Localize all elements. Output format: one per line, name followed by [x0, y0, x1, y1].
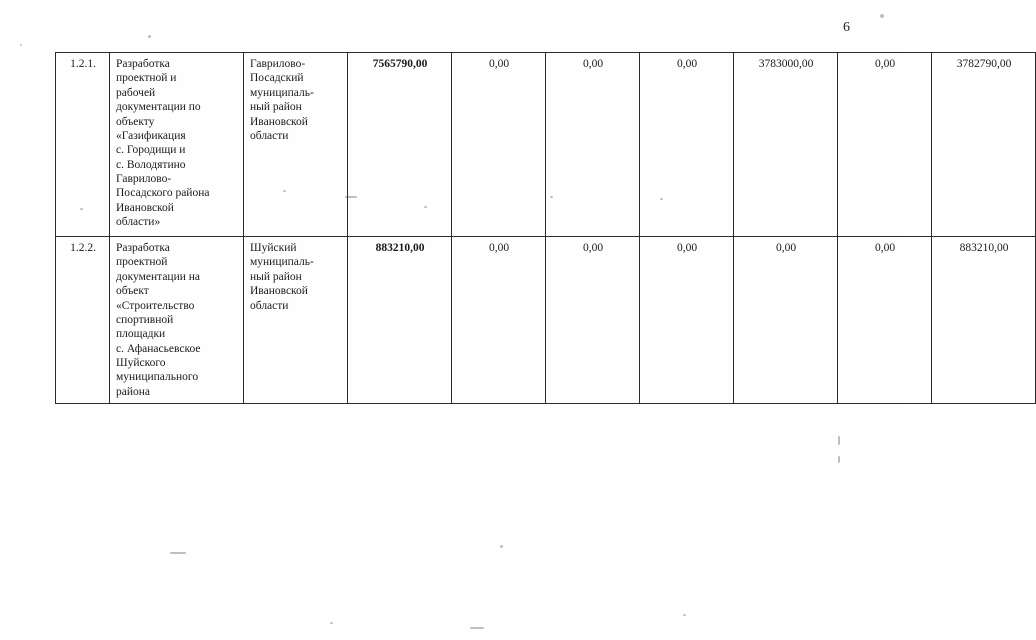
name-line: области»	[116, 216, 161, 229]
cell-item-number: 1.2.2.	[56, 237, 110, 404]
cell-amount-5: 0,00	[838, 53, 932, 237]
region-line: ный район	[250, 270, 302, 283]
region-line: ный район	[250, 101, 302, 114]
cell-amount-2: 0,00	[546, 237, 640, 404]
budget-table	[55, 52, 1036, 404]
scan-speck	[500, 545, 503, 548]
cell-amount-4: 0,00	[734, 237, 838, 404]
cell-amount-6: 3782790,00	[932, 53, 1036, 237]
name-line: спортивной	[116, 313, 174, 326]
region-line: муниципаль-	[250, 256, 314, 269]
table-row	[56, 53, 1036, 237]
scan-speck	[148, 35, 151, 38]
name-line: Шуйского	[116, 357, 166, 369]
name-line: Разработка	[116, 242, 170, 254]
cell-municipality	[244, 53, 348, 237]
name-line: объект	[116, 285, 149, 298]
cell-amount-1: 0,00	[452, 237, 546, 404]
region-line: Ивановской	[250, 115, 308, 128]
name-line: с. Афанасьевское	[116, 342, 201, 355]
region-line: Ивановской	[250, 285, 308, 298]
name-line: с. Городищи и	[116, 144, 186, 157]
cell-item-name	[110, 53, 244, 237]
cell-amount-5: 0,00	[838, 237, 932, 404]
name-line: проектной	[116, 256, 168, 269]
name-line: документации по	[116, 101, 201, 114]
name-line: Посадского района	[116, 187, 210, 200]
name-line: «Газификация	[116, 129, 186, 142]
scan-speck	[330, 622, 333, 624]
scan-speck	[838, 456, 840, 463]
name-line: документации на	[116, 270, 201, 283]
name-line: площадки	[116, 328, 166, 341]
cell-amount-4: 3783000,00	[734, 53, 838, 237]
page-number: 6	[843, 20, 850, 35]
cell-municipality	[244, 237, 348, 404]
name-line: объекту	[116, 115, 155, 128]
region-line: области	[250, 129, 289, 142]
scan-speck	[683, 614, 686, 616]
cell-total-amount: 883210,00	[348, 237, 452, 404]
name-line: муниципального	[116, 371, 199, 384]
table-row	[56, 237, 1036, 404]
scan-speck	[838, 436, 840, 445]
cell-total-amount: 7565790,00	[348, 53, 452, 237]
cell-item-number: 1.2.1.	[56, 53, 110, 237]
cell-amount-6: 883210,00	[932, 237, 1036, 404]
region-line: Гаврилово-	[250, 58, 306, 70]
region-line: Посадский	[250, 72, 304, 85]
cell-amount-2: 0,00	[546, 53, 640, 237]
cell-amount-3: 0,00	[640, 53, 734, 237]
name-line: Разработка	[116, 58, 170, 70]
cell-amount-1: 0,00	[452, 53, 546, 237]
scan-speck	[470, 627, 484, 629]
scan-speck	[170, 552, 186, 554]
name-line: «Строительство	[116, 299, 195, 312]
cell-item-name	[110, 237, 244, 404]
region-line: муниципаль-	[250, 86, 314, 99]
name-line: с. Володятино	[116, 158, 186, 171]
name-line: проектной и	[116, 72, 177, 85]
region-line: области	[250, 299, 289, 312]
cell-amount-3: 0,00	[640, 237, 734, 404]
name-line: рабочей	[116, 86, 156, 99]
name-line: Гаврилово-	[116, 173, 172, 185]
scan-speck	[880, 14, 884, 18]
name-line: Ивановской	[116, 201, 174, 214]
name-line: района	[116, 385, 151, 398]
scan-speck	[20, 44, 22, 46]
region-line: Шуйский	[250, 242, 297, 254]
